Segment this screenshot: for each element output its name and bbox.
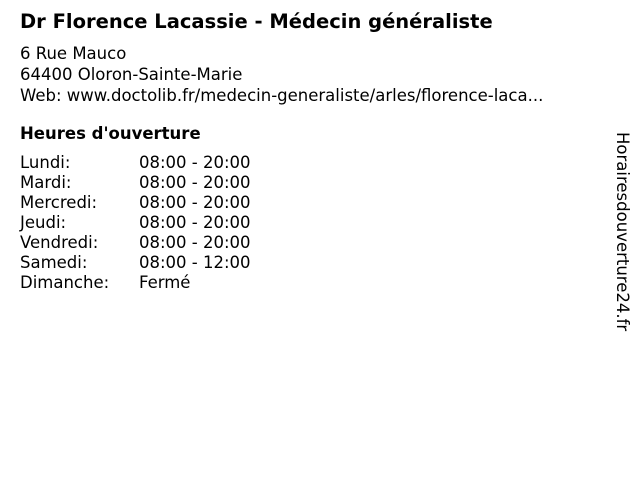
hours-row-vendredi: [20, 233, 320, 253]
site-brand-label: Horairesdouverture24.fr: [613, 132, 632, 332]
day-label: Dimanche:: [20, 273, 110, 292]
page-title: Dr Florence Lacassie - Médecin généraliste: [20, 10, 493, 33]
time-value: 08:00 - 20:00: [139, 153, 251, 172]
address-block: [20, 43, 543, 106]
opening-hours-table: [20, 153, 320, 293]
hours-row-mardi: [20, 173, 320, 193]
hours-row-jeudi: [20, 213, 320, 233]
time-value: 08:00 - 20:00: [139, 233, 251, 252]
hours-row-lundi: [20, 153, 320, 173]
day-label: Lundi:: [20, 153, 71, 172]
hours-row-mercredi: [20, 193, 320, 213]
hours-row-dimanche: [20, 273, 320, 293]
hours-row-samedi: [20, 253, 320, 273]
day-label: Vendredi:: [20, 233, 99, 252]
day-label: Mardi:: [20, 173, 72, 192]
time-value: 08:00 - 20:00: [139, 213, 251, 232]
opening-hours-heading: Heures d'ouverture: [20, 124, 201, 143]
city-address: 64400 Oloron-Sainte-Marie: [20, 65, 243, 84]
street-address: 6 Rue Mauco: [20, 44, 127, 63]
time-value: Fermé: [139, 273, 191, 292]
website-link[interactable]: Web: www.doctolib.fr/medecin-generaliste/arles/florence-laca...: [20, 86, 544, 105]
day-label: Mercredi:: [20, 193, 98, 212]
day-label: Jeudi:: [20, 213, 67, 232]
time-value: 08:00 - 12:00: [139, 253, 251, 272]
day-label: Samedi:: [20, 253, 88, 272]
time-value: 08:00 - 20:00: [139, 173, 251, 192]
time-value: 08:00 - 20:00: [139, 193, 251, 212]
